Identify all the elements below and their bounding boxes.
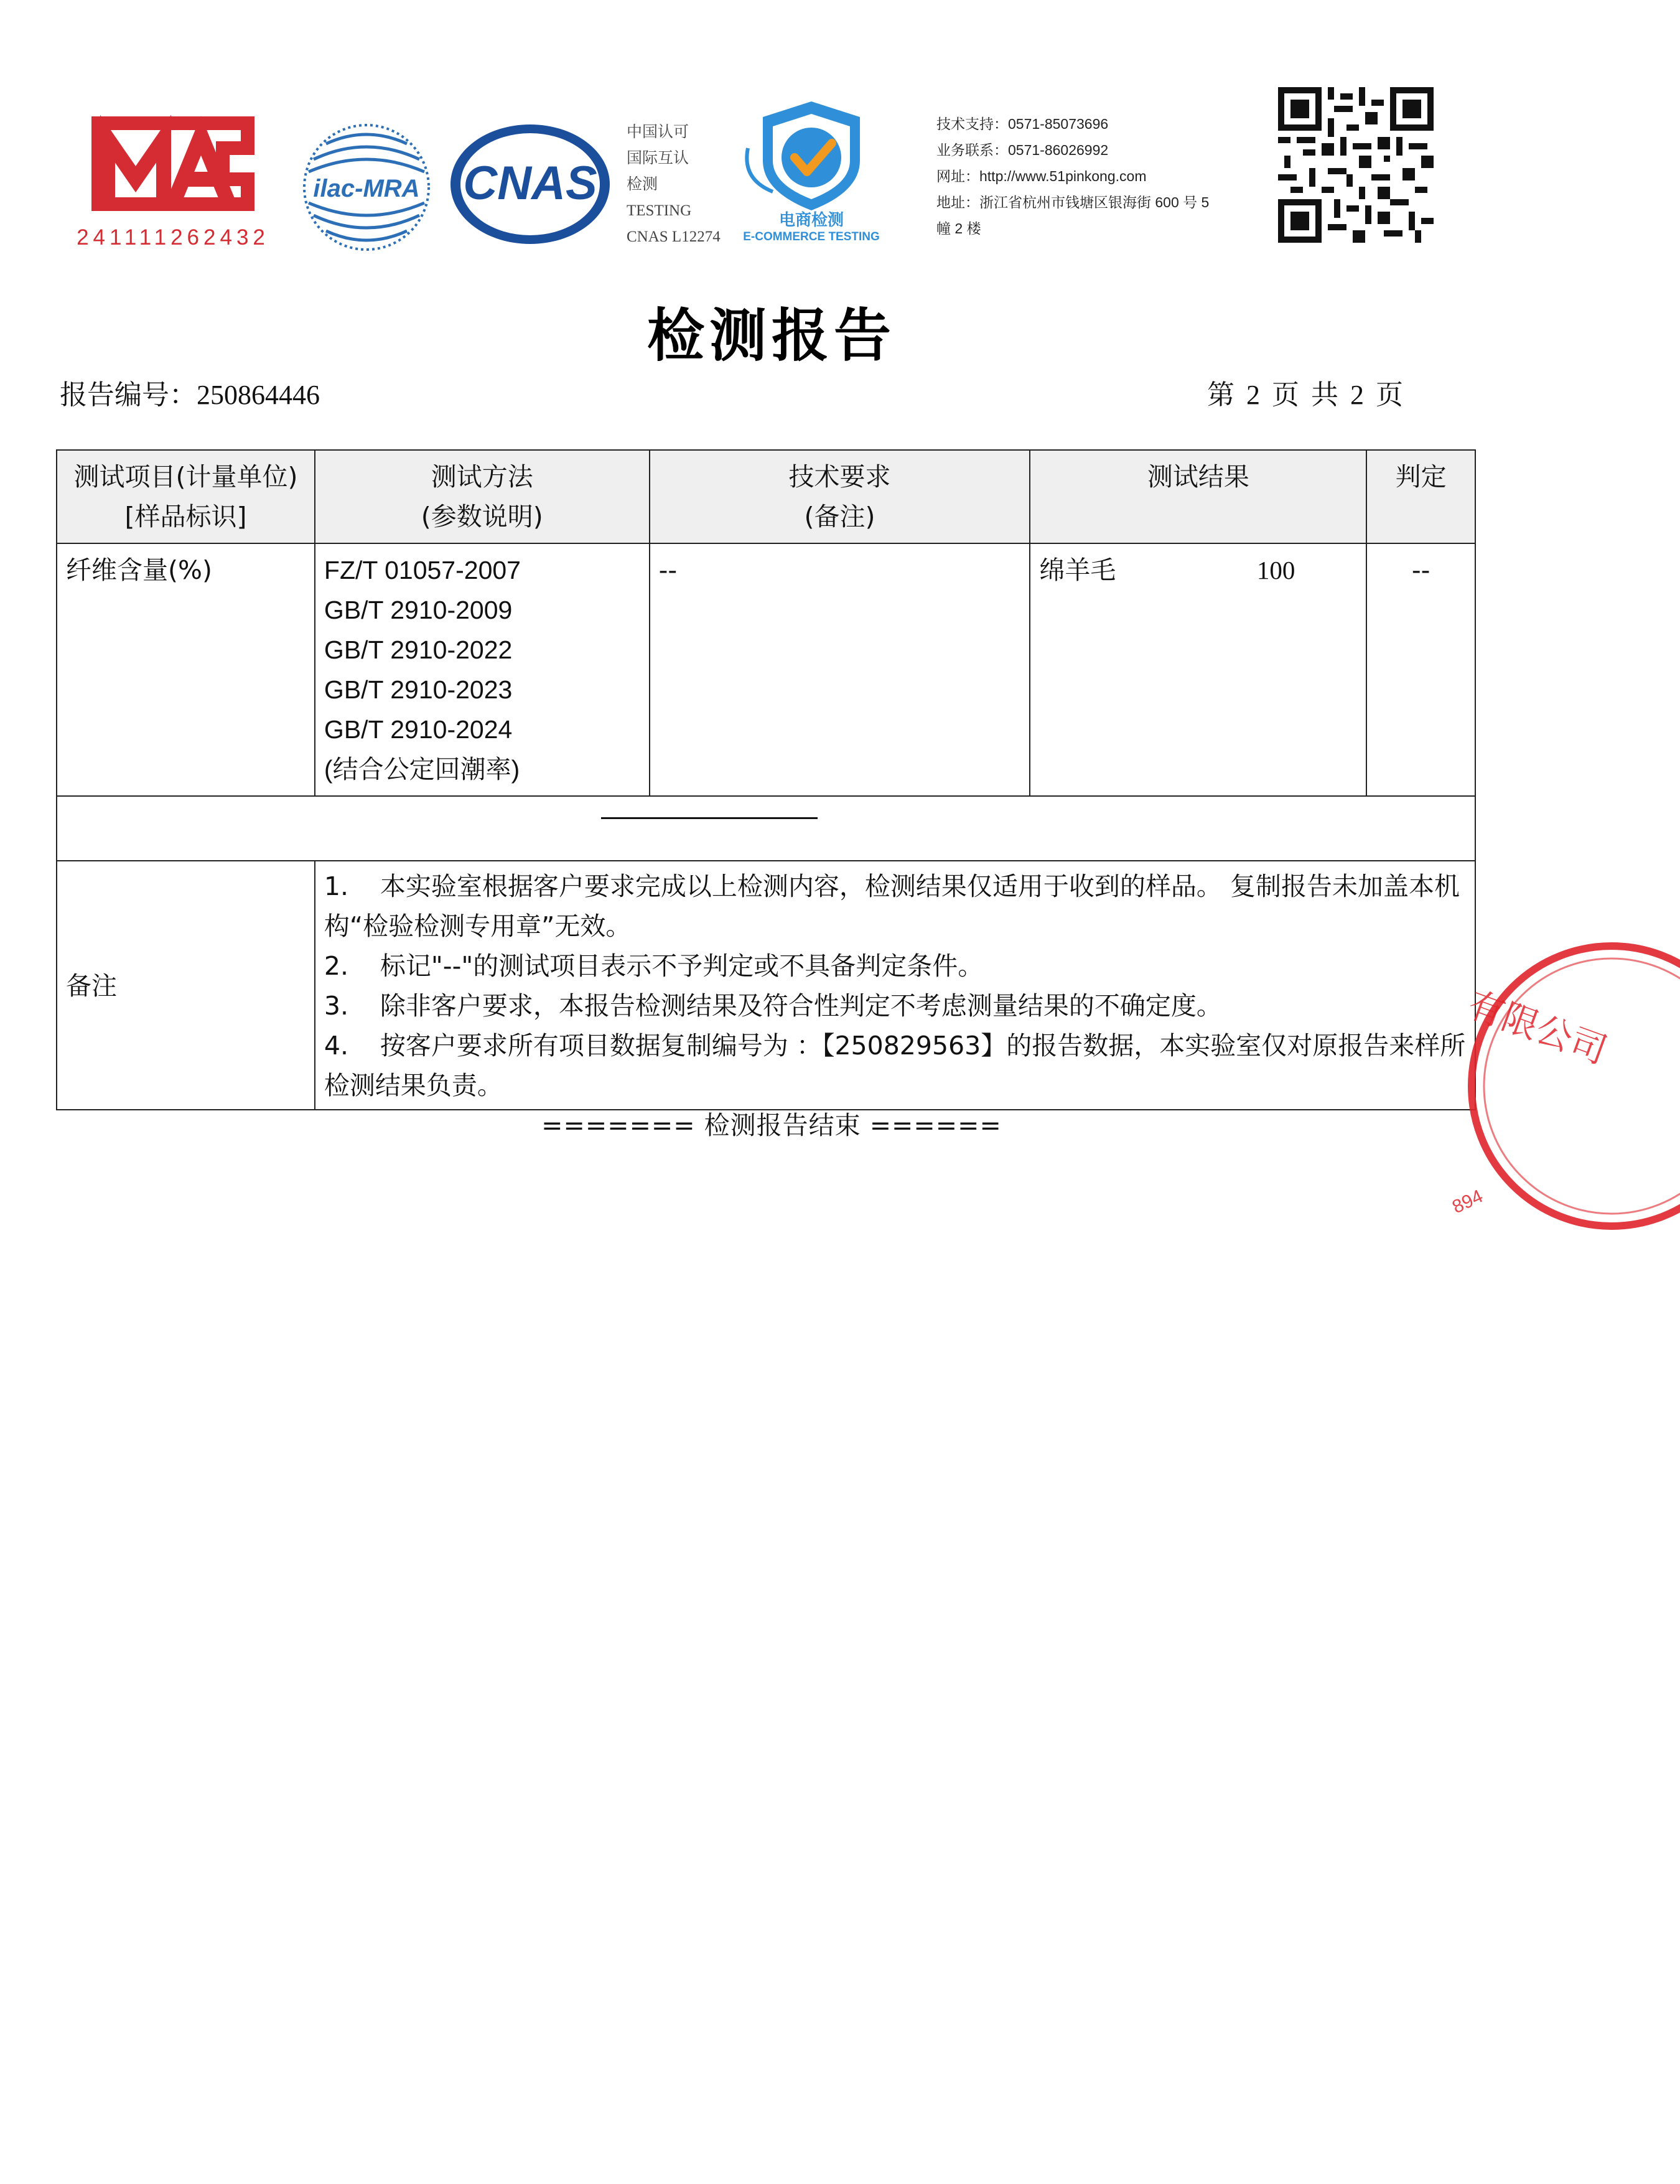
official-seal-stamp	[1431, 934, 1680, 1226]
svg-text:ilac-MRA: ilac-MRA	[313, 175, 420, 202]
note-text: 本实验室根据客户要求完成以上检测内容，检测结果仅适用于收到的样品。 复制报告未加盖本机构“检验检测专用章”无效。	[324, 871, 1460, 941]
table-header-row	[57, 450, 1475, 543]
method-standard: FZ/T 01057-2007	[324, 556, 521, 584]
header-line: 测试结果	[1147, 462, 1249, 492]
cma-number: 241111262432	[77, 225, 269, 250]
note-text: 除非客户要求，本报告检测结果及符合性判定不考虑测量结果的不确定度。	[380, 991, 1222, 1021]
svg-text:894: 894	[1449, 1186, 1486, 1218]
header-line: 测试方法	[431, 462, 533, 492]
header-line: 测试项目(计量单位)	[73, 462, 298, 492]
result-cell	[1030, 543, 1366, 796]
method-standard: GB/T 2910-2009	[324, 596, 513, 624]
method-note: (结合公定回潮率)	[324, 755, 520, 784]
requirement-cell: --	[650, 543, 1030, 796]
tech-support-phone: 技术支持：0571-85073696	[936, 116, 1109, 132]
notes-content	[315, 861, 1475, 1110]
header-line: 判定	[1395, 462, 1447, 492]
address-line: 幢 2 楼	[936, 220, 981, 237]
page-number: 第 2 页 共 2 页	[1207, 380, 1403, 410]
note-item	[324, 866, 1466, 946]
website-link[interactable]: 网址：http://www.51pinkong.com	[936, 168, 1147, 184]
result-value: 100	[1256, 556, 1295, 584]
header-test-method	[315, 450, 650, 543]
header-test-item	[57, 450, 315, 543]
note-number: 2.	[324, 951, 349, 981]
judgement-cell: --	[1366, 543, 1475, 796]
method-standard: GB/T 2910-2022	[324, 635, 513, 664]
notes-row	[57, 861, 1475, 1110]
note-number: 4.	[324, 1031, 349, 1061]
business-phone: 业务联系：0571-86026992	[936, 142, 1109, 158]
note-text: 标记"--"的测试项目表示不予判定或不具备判定条件。	[380, 951, 984, 981]
ecommerce-testing-shield-logo	[735, 98, 888, 241]
ilac-mra-logo	[301, 122, 432, 253]
report-number: 报告编号：250864446	[60, 380, 320, 410]
header-line: (备注)	[804, 502, 875, 532]
header-requirement	[650, 450, 1030, 543]
method-standard: GB/T 2910-2023	[324, 675, 513, 704]
report-end-marker: ======= 检测报告结束 ======	[541, 1110, 1002, 1140]
contact-info	[936, 111, 1209, 241]
result-fiber-name: 绵羊毛	[1039, 555, 1116, 585]
cnas-logo	[448, 122, 613, 246]
qr-code	[1278, 87, 1434, 243]
test-item-cell: 纤维含量(%)	[57, 543, 315, 796]
cnas-accreditation-text	[627, 120, 721, 250]
note-item	[324, 986, 1466, 1026]
svg-text:有限公司: 有限公司	[1462, 983, 1613, 1072]
test-method-cell	[315, 543, 650, 796]
report-title: 检测报告	[646, 302, 896, 369]
header-line: [样品标识]	[124, 502, 247, 532]
cnas-text-line: 中国认可	[627, 124, 689, 141]
header-line: (参数说明)	[421, 502, 543, 532]
cnas-text-line: CNAS L12274	[627, 228, 721, 245]
note-text: 按客户要求所有项目数据复制编号为 ：【250829563】的报告数据，本实验室仅对原报告来样所检测结果负责。	[324, 1031, 1466, 1100]
svg-text:电商检测: 电商检测	[778, 211, 844, 230]
header-result	[1030, 450, 1366, 543]
header-line: 技术要求	[788, 462, 891, 492]
svg-text:CNAS: CNAS	[463, 157, 597, 210]
cnas-text-line: 国际互认	[627, 150, 689, 167]
notes-label: 备注	[57, 861, 315, 1110]
note-number: 1.	[324, 871, 349, 901]
separator-cell	[57, 796, 1475, 861]
cnas-text-line: 检测	[627, 176, 658, 193]
address-line: 地址：浙江省杭州市钱塘区银海街 600 号 5	[936, 194, 1210, 210]
method-standard: GB/T 2910-2024	[324, 715, 513, 744]
note-number: 3.	[324, 991, 349, 1021]
note-item	[324, 946, 1466, 986]
test-results-table	[56, 449, 1476, 1110]
separator-line	[601, 817, 818, 819]
cnas-text-line: TESTING	[627, 202, 692, 219]
note-item	[324, 1026, 1466, 1105]
header-judgement	[1366, 450, 1475, 543]
table-row	[57, 543, 1475, 796]
svg-text:E-COMMERCE TESTING: E-COMMERCE TESTING	[743, 230, 880, 243]
separator-row	[57, 796, 1475, 861]
